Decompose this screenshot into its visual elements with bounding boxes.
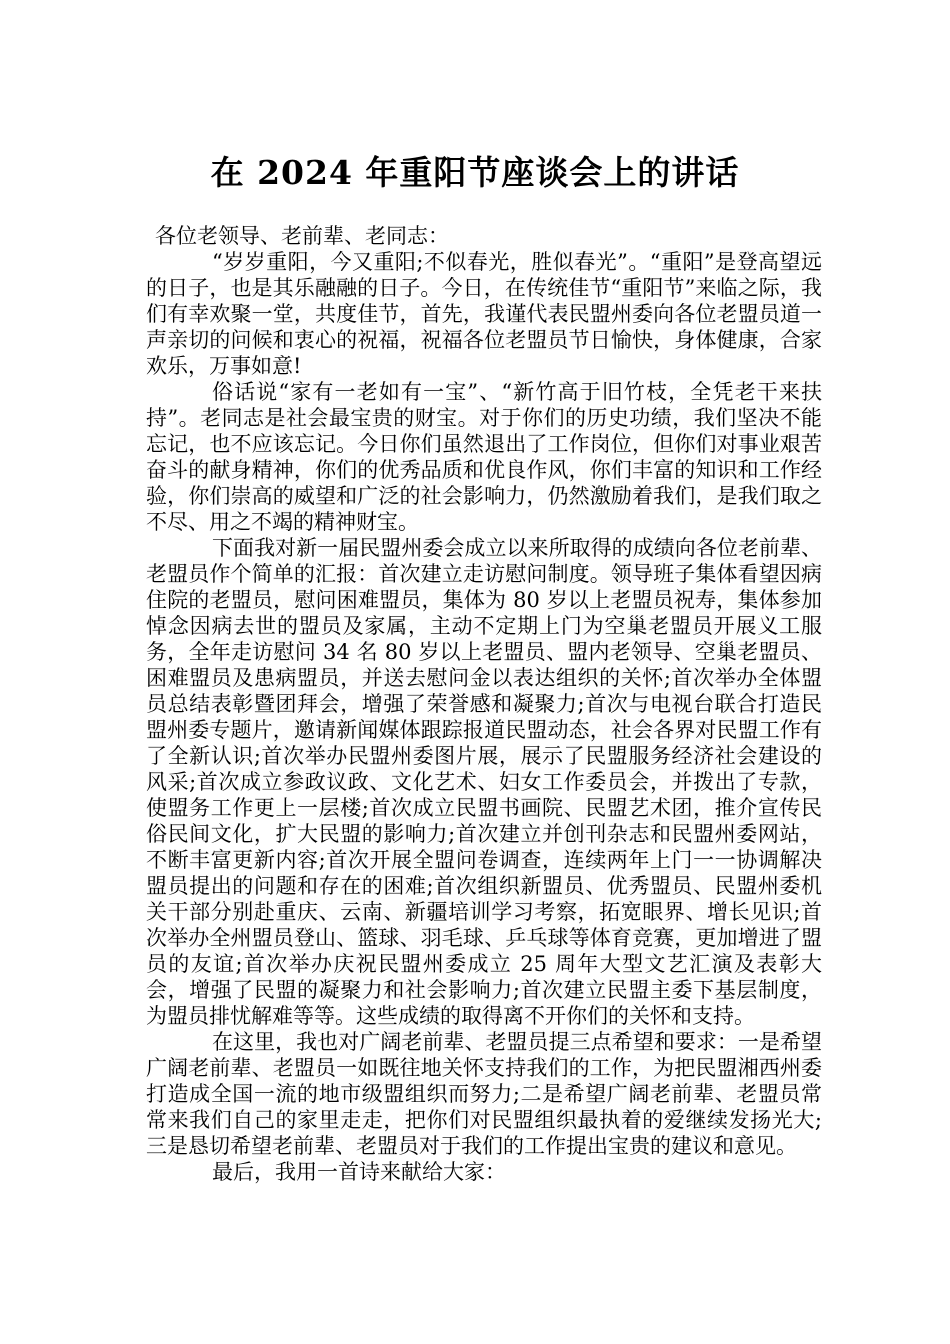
paragraph-hopes-requirements: 在这里，我也对广阔老前辈、老盟员提三点希望和要求：一是希望广阔老前辈、老盟员一如既往地关怀支持我们的工作，为把民盟湘西州委打造成全国一流的地市级盟组织而努力;二是希望广阔老前辈、老盟员常常来我们自己的家里走走，把你们对民盟组织最执着的爱继续发扬光大;三是恳切希望老前辈、老盟员对于我们的工作提出宝贵的建议和意见。: [146, 1030, 822, 1158]
document-title: 在 2024 年重阳节座谈会上的讲话: [210, 153, 740, 193]
salutation: 各位老领导、老前辈、老同志：: [155, 224, 449, 248]
paragraph-closing-poem-intro: 最后，我用一首诗来献给大家：: [212, 1160, 506, 1184]
paragraph-achievements-report: 下面我对新一届民盟州委会成立以来所取得的成绩向各位老前辈、老盟员作个简单的汇报：首次建立走访慰问制度。领导班子集体看望因病住院的老盟员，慰问困难盟员，集体为 80 岁以上老盟员祝寿，集体参加悼念因病去世的盟员及家属，主动不定期上门为空巢老盟员开展义工服务，全年走访慰问 34 名 80 岁以上老盟员、盟内老领导、空巢老盟员、困难盟员及患病盟员，并送去慰问金以表达组织的关怀;首次举办全体盟员总结表彰暨团拜会，增强了荣誉感和凝聚力;首次与电视台联合打造民盟州委专题片，邀请新闻媒体跟踪报道民盟动态，社会各界对民盟工作有了全新认识;首次举办民盟州委图片展，展示了民盟服务经济社会建设的风采;首次成立参政议政、文化艺术、妇女工作委员会，并拨出了专款，使盟务工作更上一层楼;首次成立民盟书画院、民盟艺术团，推介宣传民俗民间文化，扩大民盟的影响力;首次建立并创刊杂志和民盟州委网站，不断丰富更新内容;首次开展全盟问卷调查，连续两年上门一一协调解决盟员提出的问题和存在的困难;首次组织新盟员、优秀盟员、民盟州委机关干部分别赴重庆、云南、新疆培训学习考察，拓宽眼界、增长见识;首次举办全州盟员登山、篮球、羽毛球、乒乓球等体育竞赛，更加增进了盟员的友谊;首次举办庆祝民盟州委成立 25 周年大型文艺汇演及表彰大会，增强了民盟的凝聚力和社会影响力;首次建立民盟主委下基层制度，为盟员排忧解难等等。这些成绩的取得离不开你们的关怀和支持。: [146, 536, 822, 1028]
paragraph-respect-elders: 俗话说“家有一老如有一宝”、“新竹高于旧竹枝，全凭老干来扶持”。老同志是社会最宝贵的财宝。对于你们的历史功绩，我们坚决不能忘记，也不应该忘记。今日你们虽然退出了工作岗位，但你们对事业艰苦奋斗的献身精神，你们的优秀品质和优良作风，你们丰富的知识和工作经验，你们崇高的威望和广泛的社会影响力，仍然激励着我们，是我们取之不尽、用之不竭的精神财宝。: [146, 380, 822, 534]
paragraph-opening-greeting: “岁岁重阳，今又重阳;不似春光，胜似春光”。“重阳”是登高望远的日子，也是其乐融融的日子。今日，在传统佳节“重阳节”来临之际，我们有幸欢聚一堂，共度佳节，首先，我谨代表民盟州委向各位老盟员道一声亲切的问候和衷心的祝福，祝福各位老盟员节日愉快，身体健康，合家欢乐，万事如意!: [146, 250, 822, 378]
document-body: [146, 223, 822, 1185]
